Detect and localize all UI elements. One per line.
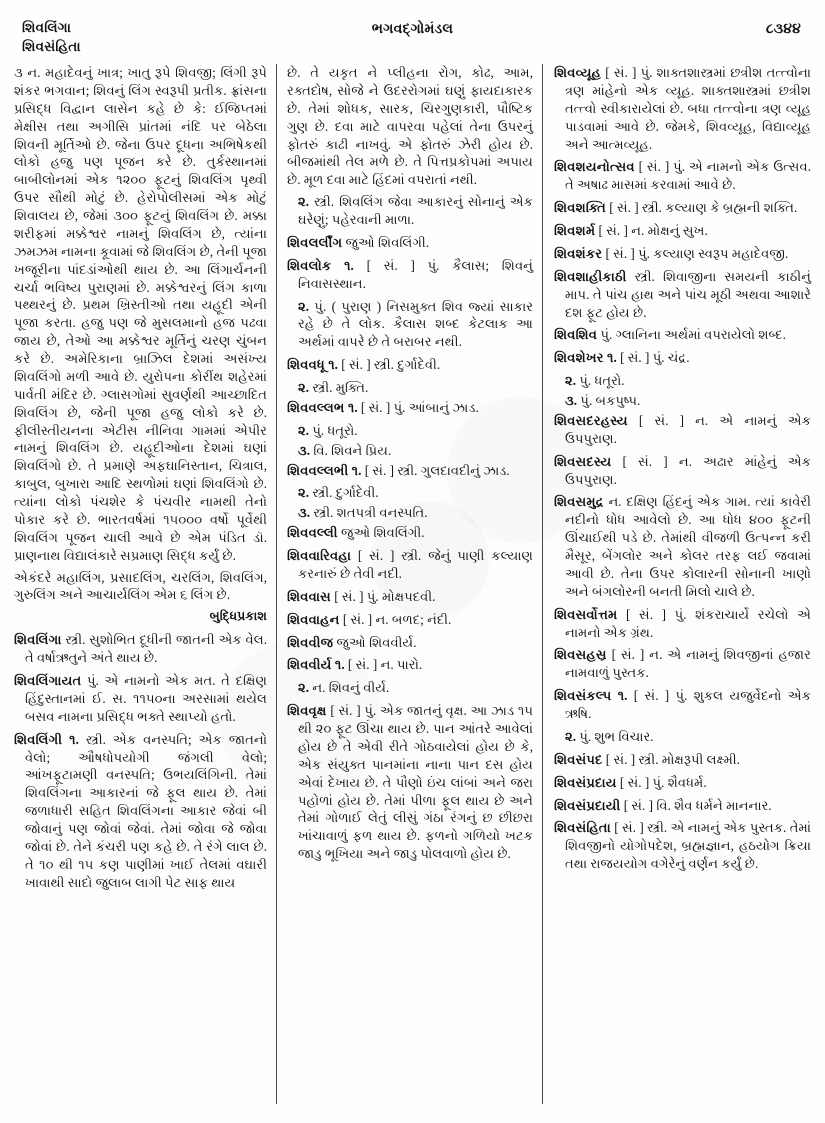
entry-headword: શિવલર્લીંગ [287,234,343,250]
dictionary-entry [554,326,811,344]
dictionary-entry [287,547,533,583]
entry-body: સ્ત્રી. શિવાજીના સમયની કાઠીનું માપ. તે પાંચ હાથ અને પાંચ મૂઠી અથવા આશારે દશ ફૂટ હોય છે. [565,268,811,320]
entry-sense-number: ૨. [298,380,310,395]
entry-headword: શિવલિંગાયત [14,673,82,689]
entry-body: [ સં. ] પું. આંબાનું ઝાડ. [360,399,479,415]
dictionary-entry [287,356,533,374]
entry-body: [ સં. ] ન. એ નામનું શિવજીનાં હજાર નામવાળું પુસ્તક. [565,647,811,681]
entry-sense-number: ૧. [617,688,628,704]
entry-sense [287,484,533,502]
entry-headword: શિવસંહિતા [554,820,611,836]
entry-headword: શિવલોક [287,257,332,273]
entry-headword: શિવશંકર [554,245,603,261]
entry-sense [287,679,533,697]
entry-sense-number: ૧. [344,257,354,273]
entry-headword: શિવસહસ્ર [554,647,607,663]
entry-sense-body: પું. બકપુષ્પ. [580,393,641,408]
entry-headword: શિવશેખર [554,350,604,366]
entry-body: [ સં. ] પું. કૈલાસ; શિવનું નિવાસસ્થાન. [298,257,533,291]
entry-sense-number: ૧. [607,350,617,366]
entry-headword: શિવશિવ [554,327,598,343]
entry-sense-number: ૨. [298,298,310,314]
entry-headword: શિવવલ્લી [287,525,338,541]
entry-sense [287,379,533,397]
entry-sense-number: ૩. [565,393,578,408]
entry-headword: શિવલિંગી [14,731,63,747]
entry-body: [ સં. ] પું. શંકરાચાર્યે રચેલો એ નામનો એક ગ્રંથ. [565,606,812,640]
entry-sense [554,728,811,746]
dictionary-entry [554,646,811,682]
entry-headword: શિવસદરહસ્ય [554,412,628,428]
dictionary-entry [287,524,533,542]
entry-sense [287,422,533,440]
dictionary-entry [554,751,811,769]
entry-body: પું. એ નામનો એક મત. તે દક્ષિણ હિંદુસ્તાનમાં ઈ. સ. ૧૧૫૦ના અરસામાં થયેલ બસવ નામના પ્રસિદ્ધ ભક્તે સ્થાપ્યો હતો. [25,673,268,724]
entry-sense-body: સ્ત્રી. શતપત્રી વનસ્પતિ. [313,505,428,521]
entry-sense [287,298,533,352]
entry-body: [ સં. ] પું. ચંદ્ર. [620,350,690,366]
dictionary-entry [287,399,533,417]
entry-sense-number: ૨. [565,728,577,744]
summary-paragraph: એકંદરે મહાલિંગ, પ્રસાદલિંગ, ચરલિંગ, શિવલિંગ, ગુરુલિંગ અને આચાર્યલિંગ એમ ૬ લિંગ છે. [14,569,267,603]
entry-body: [ સં. ] સ્ત્રી. કલ્યાણ કે બ્રહ્મની શક્તિ. [609,200,798,216]
dictionary-entry [287,588,533,606]
continued-paragraph: છે. તે યકૃત ને પ્લીહના રોગ, કોઢ, આમ, રક્તદોષ, સોજે ને ઉદરરોગમાં ઘણું ફાયદાકારક છે. તેમાં શોધક, સારક, ચિરગુણકારી, પૌષ્ટિક ગુણ છે. દવા માટે વાપરવા પહેલાં તેના ઉપરનું ફોતરું કાઢી નાખવું. એ ફોતરું ઝેરી હોય છે. બીજમાંથી તેલ મળે છે. તે પિત્તપ્રકોપમાં અપાય છે. મૂળ દવા માટે હિંદમાં વપરાતાં નથી. [287,65,533,188]
entry-headword: શિવવધૂ [287,357,325,373]
entry-body: [ સં. ] સ્ત્રી. એ નામનું એક પુસ્તક. તેમાં શિવજીનો યોગોપદેશ, બ્રહ્મજ્ઞાન, હઠયોગ ક્રિયા તથા રાજયયોગ વગેરેનું વર્ણન કર્યું છે. [565,820,811,872]
entry-body: [ સં. ] પું. શૈવધર્મ. [619,774,707,790]
dictionary-entry [554,64,811,153]
entry-headword: શિવસર્વોત્તમ [554,606,618,622]
dictionary-entry [554,199,811,217]
column-2 [276,64,542,1104]
entry-headword: શિવવ્યૂહ [554,65,602,80]
column-3 [542,64,811,1104]
entry-body: [ સં. ] સ્ત્રી. જેનું પાણી કલ્યાણ કરનારું છે તેવી નદી. [298,548,533,581]
entry-body: જુઓ શિવલિંગી. [340,525,425,541]
entry-headword: શિવવૃક્ષ [287,703,327,719]
dictionary-entry [287,462,533,480]
entry-sense-body: પું. ( પુરાણ ) નિસમુક્ત શિવ જ્યાં સાકાર રહે છે તે લોક. કૈલાસ શબ્દ કેટલાક આ અર્થમાં વાપરે છે તે બરાબર નથી. [298,298,534,350]
entry-body: [ સં. ] વિ. શૈવ ધર્મને માનનાર. [623,797,772,813]
entry-sense-number: ૧. [69,731,79,747]
entry-headword: શિવસંપદ [554,751,603,767]
entry-headword: શિવશાહીકાઠી [554,268,627,284]
column-container [14,64,811,1104]
dictionary-entry [14,731,267,892]
entry-body: [ સં. ] પું. એક જાતનું વૃક્ષ. આ ઝાડ ૧૫ થી ૨૦ ફૂટ ઊંચા થાય છે. પાન આંતરે આવેલાં હોય છે તે એવી રીતે ગોઠવાયેલાં હોય છે કે, એક સંયુક્ત પાનમાંના નાના પાન દસ હોય એવાં દેખાય છે. તે પૌણો ઇંચ લાંબાં અને જરા પહોળાં હોય છે. તેમાં પીળા ફૂલ થાય છે અને તેમાં ગોળાઈ લેતું લીસું ગંઠા રંગનું છ છીછરા ખાંચાવાળું ફળ થાય છે. ફળનો ગળિયો ખટક જાડુ ભૂખિયા અને જાડુ પોલવાળો હોય છે. [298,703,534,862]
entry-body: [ સં. ] પું. કલ્યાણ સ્વરૂપ મહાદેવજી. [605,245,789,261]
dictionary-entry [14,672,267,726]
dictionary-entry [287,234,533,252]
dictionary-entry [554,245,811,263]
entry-sense [554,392,811,410]
entry-sense-number: ૩. [298,505,311,521]
entry-headword: શિવસદસ્ય [554,453,612,469]
entry-body: સ્ત્રી. એક વનસ્પતિ; એક જાતનો વેલો; ઔષધોપયોગી જંગલી વેલો; આંખફૂટામણી વનસ્પતિ; ઉભયલિંગિની. તેમાં શિવલિંગના આકારનાં જે ફૂલ થાય છે. તેમાં જળાધારી સહિત શિવલિંગના આકાર જેવાં બી જોવાનું પણ જોવાં જેવાં. તેમાં જોવા જે જોવા જોવાં છે. તેને કંચરી પણ કહે છે. તે રંગે લાલ છે. તે ૧૦ થી ૧૫ કણ પાણીમાં ખાઈ તેલમાં વઘારી ખાવાથી સાદો જુલાબ લાગી પેટ સાફ થાય [25,731,268,890]
entry-body: જુઓ શિવલિંગી. [345,234,430,250]
entry-headword: શિવવલ્લભ [287,399,345,415]
entry-sense-number: ૨. [298,680,310,696]
column-1 [14,64,276,1104]
dictionary-entry [554,797,811,815]
entry-body: [ સં. ] પું. એ નામનો એક ઉત્સવ. તે અષાઢ માસમાં કરવામાં આવે છે. [565,159,812,193]
entry-sense [287,193,533,229]
entry-body: [ સં. ] સ્ત્રી. દુર્ગાદેવી. [341,357,441,373]
entry-headword: શિવસંકલ્પ [554,688,612,704]
entry-headword: શિવલિંગા [14,632,62,648]
continued-paragraph: ૩ ન. મહાદેવનું ખાત્ર; ખાતુ રૂપે શિવજી; લિંગી રૂપે શંકર ભગવાન; શિવનું લિંગ સ્વરૂપી પ્રતીક. ફ્રાંસના પ્રસિદ્ધ વિદ્વાન લાસેન કહે છે કે: ઈજિપ્તમાં મેક્ષીસ તથા અગીસિ પ્રાંતમાં નંદિ પર બેઠેલા શિવની મૂર્તિઓ છે. જેના ઉપર દૂધના અભિષેકથી લોકો હજુ પણ પૂજન કરે છે. તુર્કસ્થાનમાં બાબીલોનમાં એક ૧૨૦૦ ફૂટનું શિવલિંગ પૃથ્વી ઉપર સૌથી મોટું છે. હેરોપોલીસમાં એક મોટું શિવાલય છે, જેમાં ૩૦૦ ફૂટનું શિવલિંગ છે. મક્કા શરીફમાં મક્કેશ્વર નામનું શિવલિંગ છે, ત્યાંના ઝમઝમ નામના કૂવામાં જે શિવલિંગ છે, તેની પૂજા ખજૂરીના પાંદડાંઓથી થાય છે. આ લિંગાર્ચનની ચર્ચા ભવિષ્ય પુરાણમાં છે. મક્કેશ્વરનું લિંગ કાળા પથ્થરનું છે. પ્રથમ ખ્રિસ્તીઓ તથા યહૂદી એની પૂજા કરતા. હજુ પણ જે મુસલમાનો હજ પઢવા જાય છે, તેઓ આ મક્કેશ્વર મૂર્તિનું ચરણ ચુંબન કરે છે. અમેરિકાના બ્રાઝિલ દેશમાં અસંખ્ય શિવલિંગો મળી આવે છે. યુરોપના કોરીંથ શહેરમાં પાર્વતી મંદિર છે. ગ્લાસગોમાં સુવર્ણથી આચ્છાદિત શિવલિંગ છે, જેની પૂજા હજુ લોકો કરે છે. ફીલીસ્તીયનના એટીસ નીનિવા ગામમાં એપીર નામનું શિવલિંગ છે. યહૂદીઓના દેશમાં ઘણાં શિવલિંગો છે. તે પ્રમાણે અફઘાનિસ્તાન, ચિત્રાલ, કાબુલ, બુખારા આદિ સ્થળોમાં ઘણાં શિવલિંગો છે. ત્યાંના લોકો પંચશેર કે પંચવીર નામથી તેનો પોકાર કરે છે. ભારતવર્ષમાં ૧૫૦૦૦ વર્ષો પૂર્વેથી શિવલિંગ પૂજન ચાલી આવે છે એમ પંડિત ડૉ. પ્રાણનાથ વિદ્યાલંકારે સપ્રમાણ સિદ્ધ કર્યું છે. [14,65,267,563]
dictionary-entry [554,222,811,240]
entry-headword: શિવવીર્ય [287,657,332,673]
dictionary-entry [554,349,811,367]
dictionary-entry [554,774,811,792]
entry-body: [ સં. ] ન. પારો. [347,657,423,673]
dictionary-entry [554,453,811,489]
entry-sense-body: સ્ત્રી. મુક્તિ. [312,380,369,395]
entry-body: જુઓ શિવવીર્ય. [336,634,417,650]
book-title: ભગવદ્ગોમંડલ [371,22,454,37]
entry-body: [ સં. ] ન. એ નામનું એક ઉપપુરાણ. [565,412,811,446]
entry-sense [287,504,533,522]
entry-headword: શિવવીજ [287,634,334,650]
entry-sense-body: સ્ત્રી. દુર્ગાદેવી. [312,485,379,501]
running-head-left-line-1: શિવલિંગા [22,20,72,35]
entry-body: ન. દક્ષિણ હિંદનું એક ગામ. ત્યાં કાવેરી નદીનો ધોધ આવેલો છે. આ ધોધ ૪૦૦ ફૂટની ઊંચાઈથી પડે છે. તેમાંથી વીજળી ઉત્પન્ન કરી મૈસૂર, બેંગલોર અને કોલર તરફ લઈ જવામાં આવી છે. તેના ઉપર કોલારની સોનાની ખાણો અને બંગલોરની બનતી મિલો ચાલે છે. [565,494,811,599]
entry-sense-number: ૧. [347,399,358,415]
entry-sense [554,372,811,390]
entry-headword: શિવશક્તિ [554,200,606,216]
entry-sense-number: ૨. [298,422,310,438]
entry-headword: શિવસમુદ્ર [554,494,604,510]
entry-headword: શિવવલ્લભી [287,462,349,478]
dictionary-entry [554,493,811,600]
entry-body: [ સં. ] ન. બળદ; નંદી. [342,611,452,627]
entry-headword: શિવશર્મ [554,223,596,238]
dictionary-entry [554,819,811,873]
dictionary-entry [287,611,533,629]
entry-body: [ સં. ] સ્ત્રી. ગુલદાવદીનું ઝાડ. [364,462,510,478]
running-head-left-line-2: શિવસંહિતા [22,39,81,55]
entry-headword: શિવવારિવહા [287,548,352,563]
entry-sense-body: સ્ત્રી. શિવલિંગ જેવા આકારનું સોનાનું એક ઘરેણું; પહેરવાની માળા. [298,194,533,227]
entry-sense-body: ન. શિવનું વીર્ય. [312,680,390,696]
entry-body: [ સં. ] સ્ત્રી. મોક્ષરૂપી લક્ષ્મી. [605,751,740,767]
dictionary-entry [554,412,811,448]
entry-body: [ સં. ] પું. શાક્તશાસ્ત્રમાં છત્રીશ તત્ત્વોના ત્રણ માંહેનો એક વ્યૂહ. શાક્તશાસ્ત્રમાં છત્રીશ તત્ત્વો સ્વીકારાયેલાં છે. બધા તત્ત્વોના ત્રણ વ્યૂહ પાડવામાં આવે છે. જેમકે, શિવવ્યૂહ, વિદ્યાવ્યૂહ અને આત્મવ્યૂહ. [565,65,811,152]
entry-sense-body: પું. ધતૂરો. [312,422,358,438]
entry-sense [287,442,533,460]
dictionary-entry [14,631,267,667]
entry-sense-body: વિ. શિવને પ્રિય. [313,442,392,458]
entry-sense-body: પું. ધતૂરો. [579,373,625,389]
entry-sense-number: ૨. [565,373,577,389]
entry-sense-number: ૧. [328,357,338,373]
running-head [14,18,811,64]
entry-sense-number: ૨. [298,194,310,210]
entry-body: [ સં. ] ન. અઢાર માંહેનું એક ઉપપુરાણ. [565,453,811,487]
dictionary-entry [554,606,811,642]
entry-body: [ સં. ] પું. મોક્ષપદવી. [334,588,436,604]
entry-headword: શિવસંપ્રદાયી [554,797,621,813]
entry-headword: શિવવાહન [287,611,340,627]
source-credit: બુદ્ધિપ્રકાશ [209,609,267,624]
dictionary-entry [554,268,811,322]
dictionary-entry [287,656,533,674]
entry-body: [ સં. ] ન. મોક્ષનું સુખ. [598,223,708,238]
entry-headword: શિવશયનોત્સવ [554,159,635,175]
dictionary-entry [554,158,811,194]
dictionary-entry [287,702,533,863]
dictionary-entry [287,257,533,293]
entry-headword: શિવવાસ [287,588,331,604]
page-number: ૮૩૪૪ [765,22,801,37]
entry-body: પું. ગ્લાનિના અર્થમાં વપરાયેલો શબ્દ. [600,327,786,343]
dictionary-entry [287,634,533,652]
entry-sense-number: ૧. [334,657,345,673]
entry-body: સ્ત્રી. સુશોભિત દૂધીની જાતની એક વેલ. તે વર્ષાઋતુને અંતે થાય છે. [25,632,267,666]
entry-body: [ સં. ] પું. શુકલ યજુર્વેદનો એક ઋષિ. [565,688,812,721]
entry-sense-body: પું. શુભ વિચાર. [579,728,654,744]
entry-sense-number: ૧. [351,462,362,478]
entry-sense-number: ૨. [298,485,310,501]
dictionary-entry [554,687,811,723]
entry-sense-number: ૩. [298,442,311,458]
entry-headword: શિવસંપ્રદાય [554,774,617,790]
